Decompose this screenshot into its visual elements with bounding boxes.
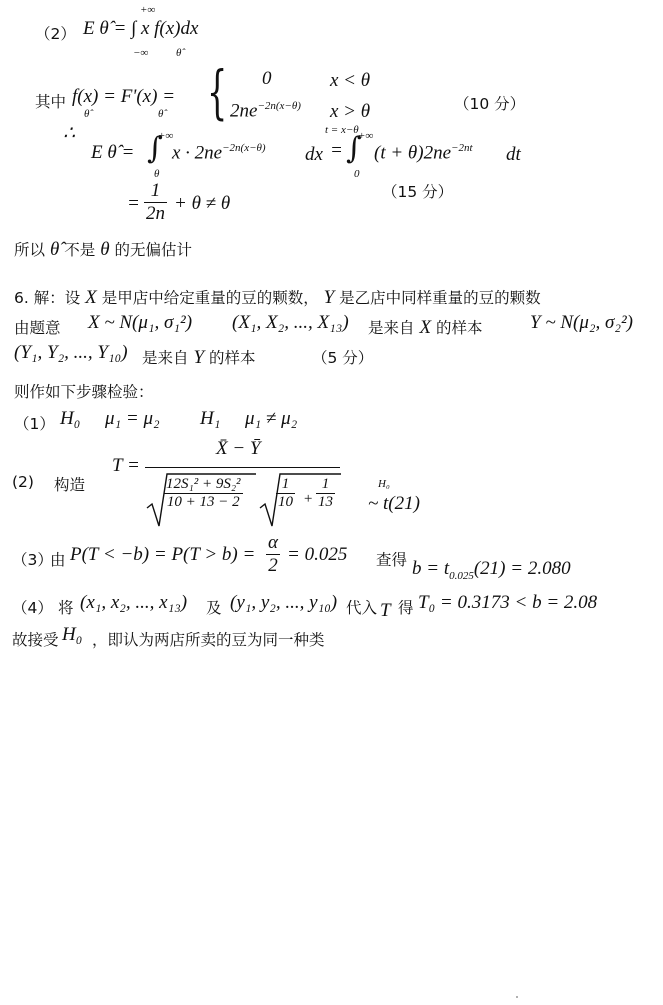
density-sub-theta-2: θ̂: [158, 108, 164, 120]
p6-intro-c: 是乙店中同样重量的豆的颗数: [339, 289, 541, 307]
step4-text-a: 将: [58, 599, 74, 617]
final-text-b: ，即认为两店所卖的豆为同一种类: [92, 631, 325, 649]
case1-condition: x < θ: [330, 70, 371, 91]
p6-line3-y: Y: [193, 347, 205, 368]
step2-main-fraction-bar: [145, 467, 340, 468]
step2-distribution: ~ t(21): [368, 493, 420, 514]
dx: dx: [305, 144, 323, 165]
step4-label: （4）: [12, 599, 53, 617]
step4-sample-x: (x₁, x₂, ..., x₁₃): [80, 592, 188, 613]
int-upper-limit: +∞: [140, 4, 156, 16]
step2-text: 构造: [54, 476, 86, 494]
piecewise-brace: {: [207, 58, 228, 126]
int2-upper: +∞: [358, 130, 374, 142]
integrand-1-base: x · 2ne: [172, 142, 223, 164]
integrand-2-exponent: −2nt: [451, 142, 473, 154]
p6-dist-x: X ~ N(μ₁, σ₁²): [88, 312, 193, 333]
step4-text-c: 代入: [346, 599, 378, 617]
step1-h0-expr: μ₁ = μ₂: [105, 408, 160, 429]
int-lower-limit: −∞: [133, 47, 149, 59]
p6-line2-from: [368, 316, 483, 339]
case2-value: [230, 100, 301, 122]
step1-h1-expr: μ₁ ≠ μ₂: [245, 408, 298, 429]
final-text-a: 故接受: [12, 631, 59, 649]
step2-inner-fraction: [164, 476, 243, 511]
integral-sign-1: ∫: [147, 131, 163, 166]
b-expr-subscript: 0.025: [449, 569, 474, 582]
p6-line2-x: X: [419, 317, 432, 338]
p6-line2-prefix: 由题意: [14, 319, 61, 337]
step3-label: （3）: [12, 551, 53, 569]
integrand-1-exponent: −2n(x−θ): [222, 142, 266, 154]
subst-equals: =: [330, 140, 343, 161]
step2-T-eq: T =: [112, 455, 140, 476]
p6-sample-y: (Y₁, Y₂, ..., Y₁₀): [14, 342, 128, 363]
int1-upper: +∞: [158, 130, 174, 142]
case2-exponent: −2n(x−θ): [257, 100, 301, 112]
conclusion-theta: θ: [100, 239, 110, 260]
alpha-denominator: 2: [268, 555, 278, 576]
problem6-intro: [14, 286, 541, 309]
p6-line2-text-b: 是来自: [368, 319, 415, 337]
case1-value: 0: [262, 68, 272, 89]
step4-result: T₀ = 0.3173 < b = 2.08: [418, 592, 598, 613]
p6-line3-text-a: 是来自: [142, 349, 189, 367]
p6-sample-x: (X₁, X₂, ..., X₁₃): [232, 312, 349, 333]
step3-b-expr: [412, 558, 571, 582]
step2-frac-b: [316, 476, 335, 511]
integrand-1: [172, 142, 266, 164]
p6-intro-a: 6. 解：设: [14, 289, 81, 307]
step4-text-b: 及: [206, 599, 222, 617]
frac-a-denominator: 10: [278, 494, 293, 510]
step4-text-d: 得: [398, 599, 414, 617]
p6-line2-text-c: 的样本: [436, 319, 483, 337]
frac-a-numerator: 1: [276, 476, 295, 494]
part2-label: （2）: [35, 25, 76, 43]
p6-var-y: Y: [323, 287, 335, 308]
step3-text-b: 查得: [376, 551, 408, 569]
frac-b-numerator: 1: [316, 476, 335, 494]
dt: dt: [506, 144, 521, 165]
result-denominator: 2n: [146, 203, 165, 224]
inner-denominator: 10 + 13 − 2: [166, 494, 240, 510]
final-h0: H₀: [62, 624, 83, 645]
p6-line3-text-b: 的样本: [208, 349, 256, 367]
result-rest: + θ ≠ θ: [174, 193, 231, 214]
expectation-expr: E θ̂ = ∫ x f(x)dx: [83, 18, 199, 39]
density-prefix: 其中: [35, 93, 67, 111]
step1-h1: H₁: [200, 408, 221, 429]
step2-plus: +: [303, 491, 314, 507]
steps-intro: 则作如下步骤检验：: [14, 383, 154, 401]
step3-prob-expr: P(T < −b) = P(T > b) =: [70, 544, 256, 565]
step3-alpha-fraction: [266, 532, 280, 577]
step1-h0: H₀: [60, 408, 81, 429]
case2-base: 2ne: [230, 100, 258, 122]
conclusion-text-b: 不是: [64, 241, 96, 259]
frac-b-denominator: 13: [318, 494, 333, 510]
p6-dist-y: Y ~ N(μ₂, σ₂²): [530, 312, 633, 333]
density-lhs: f(x) = F'(x) =: [72, 86, 176, 107]
conclusion-text-a: 所以: [14, 241, 46, 259]
alpha: α: [268, 532, 278, 553]
b-expr-rest: (21) = 2.080: [473, 558, 571, 579]
case2-condition: x > θ: [330, 101, 371, 122]
substitution: t = x−θ: [325, 124, 359, 136]
result-fraction: [144, 180, 167, 225]
derivation-lhs: E θ̂ =: [91, 142, 135, 163]
result-numerator: 1: [144, 180, 167, 203]
conclusion-theta-hat: θ̂: [49, 239, 60, 260]
p6-line3: [142, 346, 255, 369]
score-10: （10 分）: [454, 95, 526, 113]
int2-lower: 0: [354, 168, 360, 180]
result-equals: =: [127, 193, 140, 214]
conclusion-text-c: 的无偏估计: [114, 241, 192, 259]
subscript-theta-hat: θ̂: [176, 47, 182, 59]
step2-frac-a: [276, 476, 295, 511]
step3-value: = 0.025: [287, 544, 348, 565]
expectation-formula: [83, 18, 198, 40]
integrand-2-base: (t + θ)2ne: [374, 142, 452, 164]
integral-sign-2: ∫: [346, 131, 362, 166]
therefore-symbol: ∴: [63, 123, 76, 144]
density-sub-theta-1: θ̂: [84, 108, 90, 120]
conclusion-line: [14, 238, 192, 261]
integrand-2: [374, 142, 473, 164]
step3-text-a: 由: [50, 551, 66, 569]
step4-sample-y: (y₁, y₂, ..., y₁₀): [230, 592, 338, 613]
step2-label: (2): [12, 473, 34, 491]
p6-var-x: X: [85, 287, 97, 308]
int1-lower: θ: [154, 168, 160, 180]
step2-numerator: X̄ − Ȳ: [216, 438, 261, 459]
step2-tilde-label: H₀: [378, 478, 390, 490]
p6-intro-b: 是甲店中给定重量的豆的颗数，: [101, 289, 319, 307]
score-5: （5 分）: [312, 349, 374, 367]
step1-label: （1）: [14, 415, 55, 433]
score-15: （15 分）: [382, 183, 454, 201]
inner-numerator: 12S₁² + 9S₂²: [166, 476, 241, 492]
step4-T: T: [380, 600, 391, 621]
scan-speck: [516, 996, 518, 998]
b-expr-base: b = t: [412, 558, 450, 579]
